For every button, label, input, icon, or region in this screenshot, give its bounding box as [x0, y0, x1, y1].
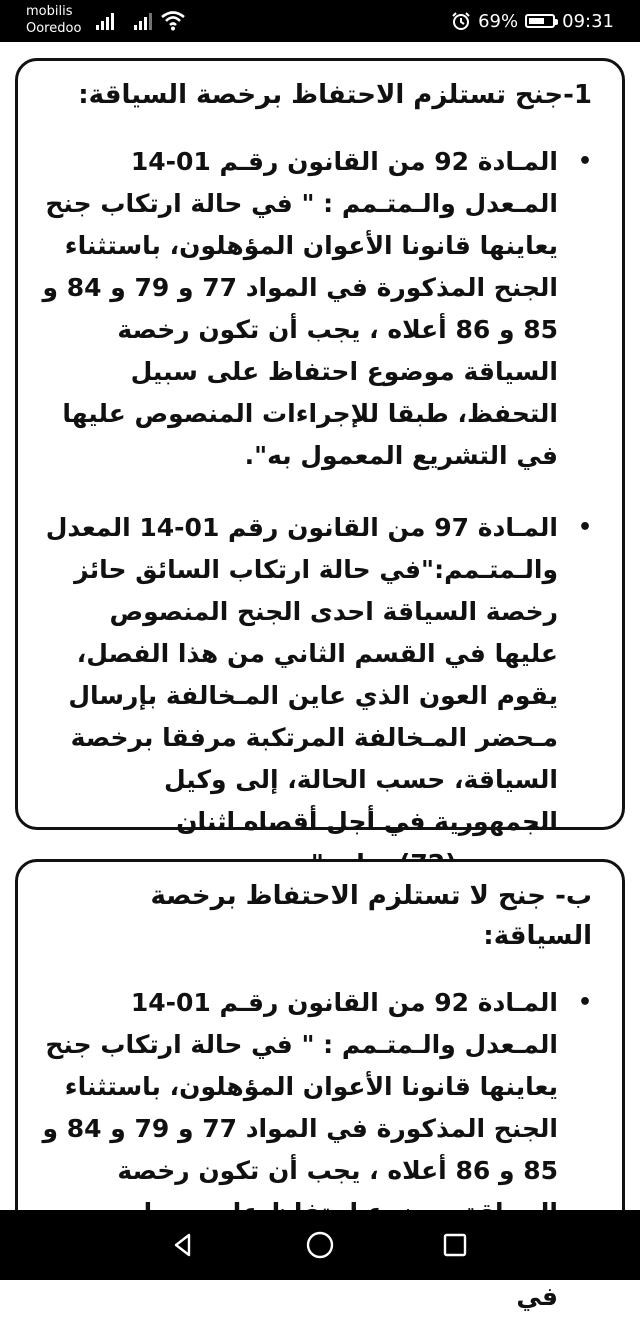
article-item — [38, 507, 592, 885]
alarm-clock-icon — [451, 11, 471, 31]
section-title: ب- جنح لا تستلزم الاحتفاظ برخصة السياقة: — [150, 881, 592, 951]
home-circle-icon — [305, 1230, 335, 1260]
bullet-icon: • — [577, 515, 592, 540]
navigation-bar — [0, 1210, 640, 1280]
wifi-icon — [160, 9, 186, 31]
clock-time: 09:31 — [562, 10, 614, 32]
nav-home-button[interactable] — [280, 1210, 360, 1280]
carrier-name-1: mobilis — [26, 4, 73, 19]
battery-level-fill — [529, 18, 544, 24]
nav-recent-apps-button[interactable] — [415, 1210, 495, 1280]
section-card-1 — [15, 58, 625, 836]
article-text: المـادة 97 من القانون رقم 01-14 المعدل والـمتـمم:"في حالة ارتكاب السائق حائز رخصة السياقة احدى الجنح المنصوص عليها في القسم الثاني من هذا الفصل، يقوم العون الذي عاين المـخالفة بإرسال مـحضر المـخالفة المرتكبة مرفقا برخصة السياقة، حسب الحالة، إلى وكيل الجمهورية في أجل أقصاه اثنان — [45, 513, 558, 836]
article-text: المـادة 92 من القانون رقـم 01-14 المـعدل والـمتـمم : " في حالة ارتكاب جنح يعاينها قانونا الأعوان المؤهلون، باستثناء الجنح المذكورة في المواد 77 و 79 و 84 و 85 و 86 أعلاه ، يجب أن تكون رخصة في — [42, 988, 558, 1311]
battery-percent: 69% — [478, 10, 519, 32]
nav-back-button[interactable] — [143, 1210, 223, 1280]
section-title: 1-جنح تستلزم الاحتفاظ برخصة السياقة: — [78, 80, 592, 110]
bullet-icon: • — [577, 149, 592, 174]
article-item — [38, 141, 592, 477]
article-content[interactable] — [0, 42, 640, 1311]
status-bar — [0, 0, 640, 42]
back-triangle-icon — [169, 1231, 197, 1259]
article-text: المـادة 92 من القانون رقـم 01-14 المـعدل والـمتـمم : " في حالة ارتكاب جنح يعاينها قانونا الأعوان المؤهلون، باستثناء الجنح المذكورة في المواد 77 و 79 و 84 و 85 و 86 أعلاه ، يجب أن تكون رخصة السياقة موضوع احتفاظ على سبيل التحفظ، طبقا للإجراءات المنصوص عليها في التشريع المعمول به". — [42, 147, 558, 470]
carrier-name-2: Ooredoo — [26, 21, 82, 36]
bullet-icon: • — [577, 990, 592, 1015]
recent-apps-square-icon — [441, 1231, 469, 1259]
status-right — [451, 9, 614, 33]
battery-icon — [525, 14, 555, 28]
carrier-labels — [26, 3, 81, 37]
